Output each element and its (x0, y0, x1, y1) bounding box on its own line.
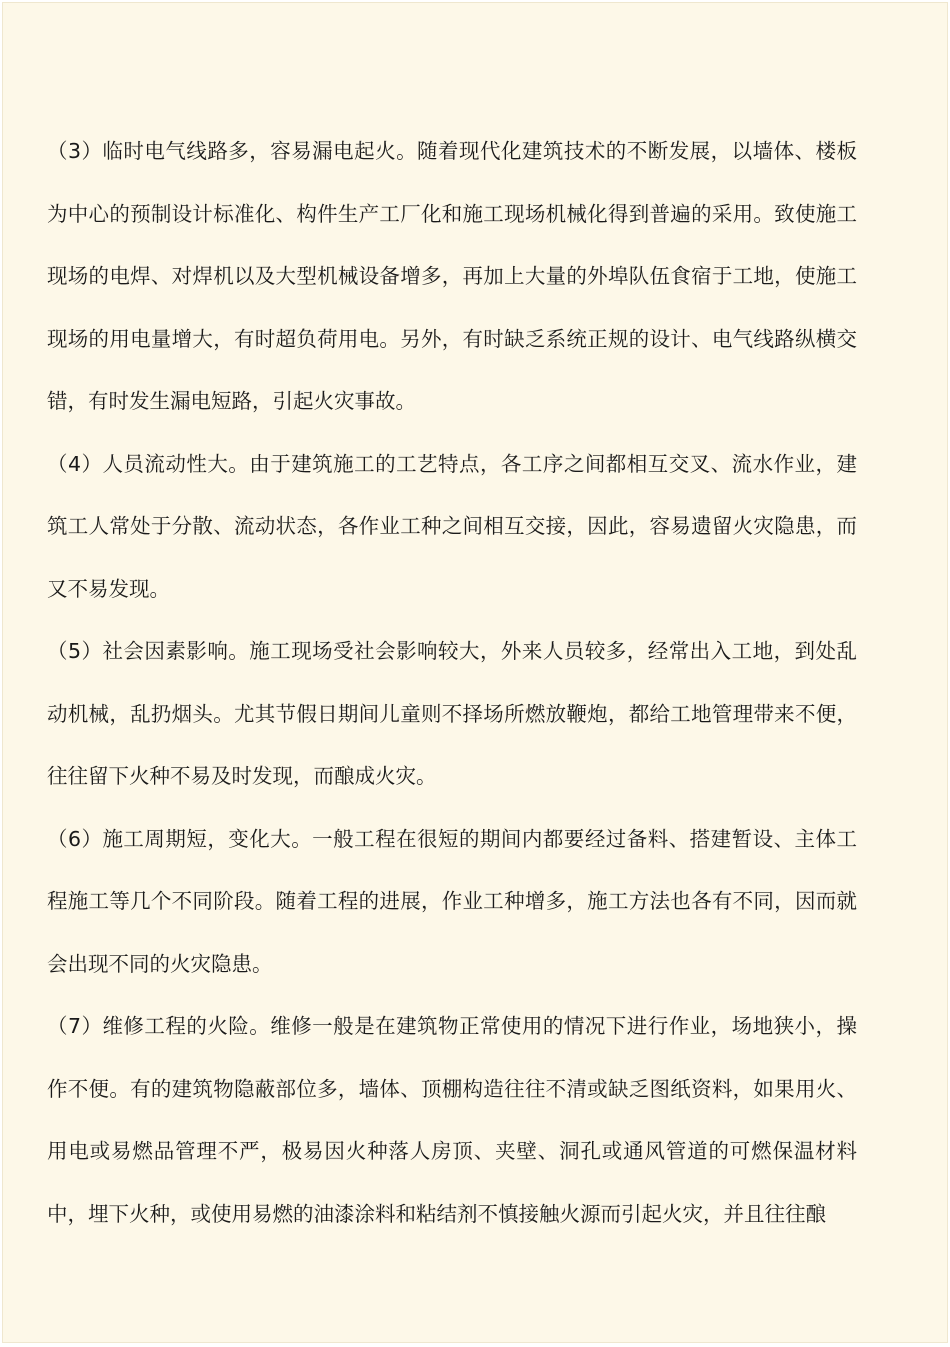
paragraph-3-electrical-wiring: （3）临时电气线路多，容易漏电起火。随着现代化建筑技术的不断发展，以墙体、楼板为中心的预制设计标准化、构件生产工厂化和施工现场机械化得到普遍的采用。致使施工现场的电焊、对焊机以及大型机械设备增多，再加上大量的外埠队伍食宿于工地，使施工现场的用电量增大，有时超负荷用电。另外，有时缺乏系统正规的设计、电气线路纵横交错，有时发生漏电短路，引起火灾事故。 (47, 139, 857, 413)
document-body (47, 120, 857, 1245)
paragraph-6-construction-period: （6）施工周期短，变化大。一般工程在很短的期间内都要经过备料、搭建暂设、主体工程施工等几个不同阶段。随着工程的进展，作业工种增多，施工方法也各有不同，因而就会出现不同的火灾隐患。 (47, 826, 857, 976)
paragraph-5-social-factors: （5）社会因素影响。施工现场受社会影响较大，外来人员较多，经常出入工地，到处乱动机械，乱扔烟头。尤其节假日期间儿童则不择场所燃放鞭炮，都给工地管理带来不便，往往留下火种不易及时发现，而酿成火灾。 (47, 639, 857, 788)
document-page (2, 2, 948, 1343)
paragraph-4-personnel-mobility: （4）人员流动性大。由于建筑施工的工艺特点，各工序之间都相互交叉、流水作业，建筑工人常处于分散、流动状态，各作业工种之间相互交接，因此，容易遗留火灾隐患，而又不易发现。 (47, 451, 857, 601)
paragraph-7-maintenance-fire-risk: （7）维修工程的火险。维修一般是在建筑物正常使用的情况下进行作业，场地狭小，操作不便。有的建筑物隐蔽部位多，墙体、顶棚构造往往不清或缺乏图纸资料，如果用火、用电或易燃品管理不严，极易因火种落人房顶、夹壁、洞孔或通风管道的可燃保温材料中，埋下火种，或使用易燃的油漆涂料和粘结剂不慎接触火源而引起火灾，并且往往酿 (47, 1014, 857, 1226)
